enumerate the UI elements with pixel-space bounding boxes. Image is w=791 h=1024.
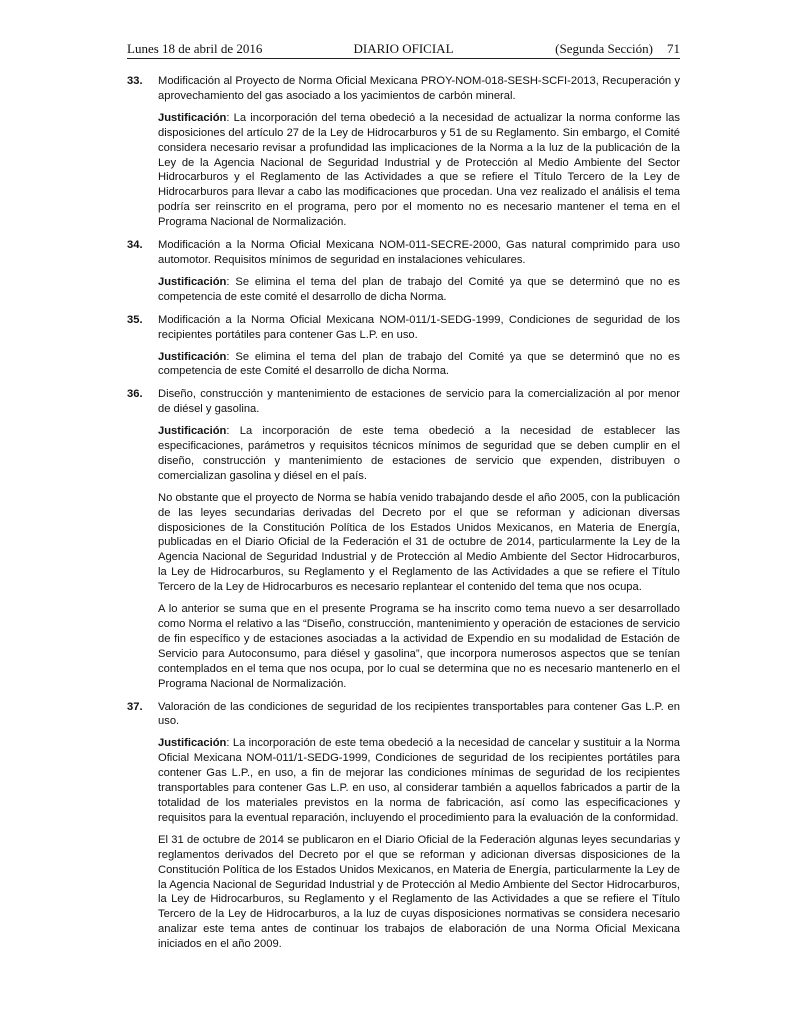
item-title: Modificación a la Norma Oficial Mexicana NOM-011-SECRE-2000, Gas natural comprimido para uso automotor. Requisitos mínimos de seguridad en instalaciones vehiculares. <box>158 239 680 266</box>
paragraph-text: : La incorporación de este tema obedeció a la necesidad de establecer las especificaciones, parámetros y requisitos técnicos mínimos de seguridad que se deben cumplir en el diseño, construcción y mantenimiento de estaciones de servicio que expenden, distribuyen o comercializan gasolina y diésel en el país. <box>158 425 680 482</box>
body-paragraph <box>158 602 680 691</box>
paragraph-text: : La incorporación del tema obedeció a la necesidad de actualizar la norma conforme las disposiciones del artículo 27 de la Ley de Hidrocarburos y 51 de su Reglamento. Sin embargo, el Comité considera necesario revisar a profundidad las implicaciones de la Norma a la luz de la publicación de la Ley de la Agencia Nacional de Seguridad Industrial y de Protección al Medio Ambiente del Sector Hidrocarburos y el Reglamento de las Actividades a que se refiere el Título Tercero de la Ley de Hidrocarburos para llevar a cabo las modificaciones que procedan. Una vez realizado el análisis el tema podría ser reinscrito en el programa, pero por el momento no es necesario mantener el tema en el Programa Nacional de Normalización. <box>158 111 680 229</box>
item-title: Diseño, construcción y mantenimiento de estaciones de servicio para la comercialización al por menor de diésel y gasolina. <box>158 388 680 416</box>
justification-label: Justificación <box>158 350 227 363</box>
list-item <box>127 238 680 305</box>
list-item <box>127 313 680 380</box>
item-number: 37. <box>127 700 143 713</box>
justification-paragraph <box>158 111 680 230</box>
body-paragraph <box>158 833 680 952</box>
list-item <box>127 74 680 230</box>
item-number: 33. <box>127 75 143 87</box>
header-section: (Segunda Sección) <box>555 41 653 56</box>
justification-label: Justificación <box>158 111 227 124</box>
justification-paragraph <box>158 424 680 484</box>
item-number: 36. <box>127 388 143 401</box>
justification-paragraph <box>158 350 680 380</box>
justification-paragraph <box>158 736 680 825</box>
justification-label: Justificación <box>158 425 227 438</box>
justification-label: Justificación <box>158 737 227 750</box>
paragraph-text: : La incorporación de este tema obedeció a la necesidad de cancelar y sustituir a la Norma Oficial Mexicana NOM-011/1-SEDG-1999, Condiciones de seguridad de los recipientes portátiles para contener Gas L.P., en uso, a fin de mejorar las condiciones mínimas de seguridad de los recipientes transportables para contener Gas L.P. en uso, al considerar también a aquellos fabricados a partir de la totalidad de los materiales previstos en la norma de fabricación, así como las especificaciones y requisitos para la eventual reparación, incluyendo el procedimiento para la evaluación de la conformidad. <box>158 737 680 824</box>
header-date: Lunes 18 de abril de 2016 <box>127 41 263 56</box>
item-number: 34. <box>127 239 143 252</box>
header-section-page <box>555 40 680 58</box>
paragraph-text: A lo anterior se suma que en el presente Programa se ha inscrito como tema nuevo a ser desarrollado como Norma el relativo a las “Diseño, construcción, mantenimiento y operación de estaciones de servicio de fin específico y de estaciones asociadas a la actividad de Expendio en su modalidad de Estación de Servicio para Autoconsumo, para diésel y gasolina”, que incorpora numerosos aspectos que se tenían contemplados en el tema que nos ocupa, por lo cual se determina que no es necesario mantenerlo en el Programa Nacional de Normalización. <box>158 603 680 690</box>
paragraph-text: : Se elimina el tema del plan de trabajo del Comité ya que se determinó que no es competencia de este Comité el desarrollo de dicha Norma. <box>158 350 680 378</box>
list-item <box>127 387 680 691</box>
justification-label: Justificación <box>158 275 227 288</box>
item-list <box>127 74 680 952</box>
item-title: Modificación al Proyecto de Norma Oficial Mexicana PROY-NOM-018-SESH-SCFI-2013, Recuperación y aprovechamiento del gas asociado a los yacimientos de carbón mineral. <box>158 75 680 102</box>
item-title: Modificación a la Norma Oficial Mexicana NOM-011/1-SEDG-1999, Condiciones de seguridad de los recipientes portátiles para contener Gas L.P. en uso. <box>158 313 680 341</box>
document-page <box>127 40 680 960</box>
header-publication: DIARIO OFICIAL <box>353 41 454 56</box>
paragraph-text: El 31 de octubre de 2014 se publicaron en el Diario Oficial de la Federación algunas leyes secundarias y reglamentos derivados del Decreto por el que se reforman y adicionan diversas disposiciones de la Constitución Política de los Estados Unidos Mexicanos, en Materia de Energía, particularmente la Ley de la Agencia Nacional de Seguridad Industrial y de Protección al Medio Ambiente del Sector Hidrocarburos, la Ley de Hidrocarburos, su Reglamento y el Reglamento de las Actividades a que se refiere el Título Tercero de la Ley de Hidrocarburos, a la luz de cuyas disposiciones normativas se considera necesario analizar este tema antes de continuar los trabajos de elaboración de una Norma Oficial Mexicana iniciados en el año 2009. <box>158 833 680 951</box>
body-paragraph <box>158 491 680 595</box>
paragraph-text: : Se elimina el tema del plan de trabajo del Comité ya que se determinó que no es competencia de este comité el desarrollo de dicha Norma. <box>158 275 680 303</box>
justification-paragraph <box>158 275 680 305</box>
page-header <box>127 40 680 59</box>
header-page-number: 71 <box>667 41 680 56</box>
item-title: Valoración de las condiciones de seguridad de los recipientes transportables para contener Gas L.P. en uso. <box>158 700 680 728</box>
item-number: 35. <box>127 313 143 326</box>
list-item <box>127 700 680 953</box>
paragraph-text: No obstante que el proyecto de Norma se había venido trabajando desde el año 2005, con la publicación de las leyes secundarias derivadas del Decreto por el que se reforman y adicionan diversas disposiciones de la Constitución Política de los Estados Unidos Mexicanos, en Materia de Energía, publicadas en el Diario Oficial de la Federación el 31 de octubre de 2014, particularmente la Ley de la Agencia Nacional de Seguridad Industrial y de Protección al Medio Ambiente del Sector Hidrocarburos, la Ley de Hidrocarburos, su Reglamento y el Reglamento de las Actividades a que se refiere el Título Tercero de la Ley de Hidrocarburos es necesario replantear el contenido del tema que nos ocupa. <box>158 491 680 594</box>
